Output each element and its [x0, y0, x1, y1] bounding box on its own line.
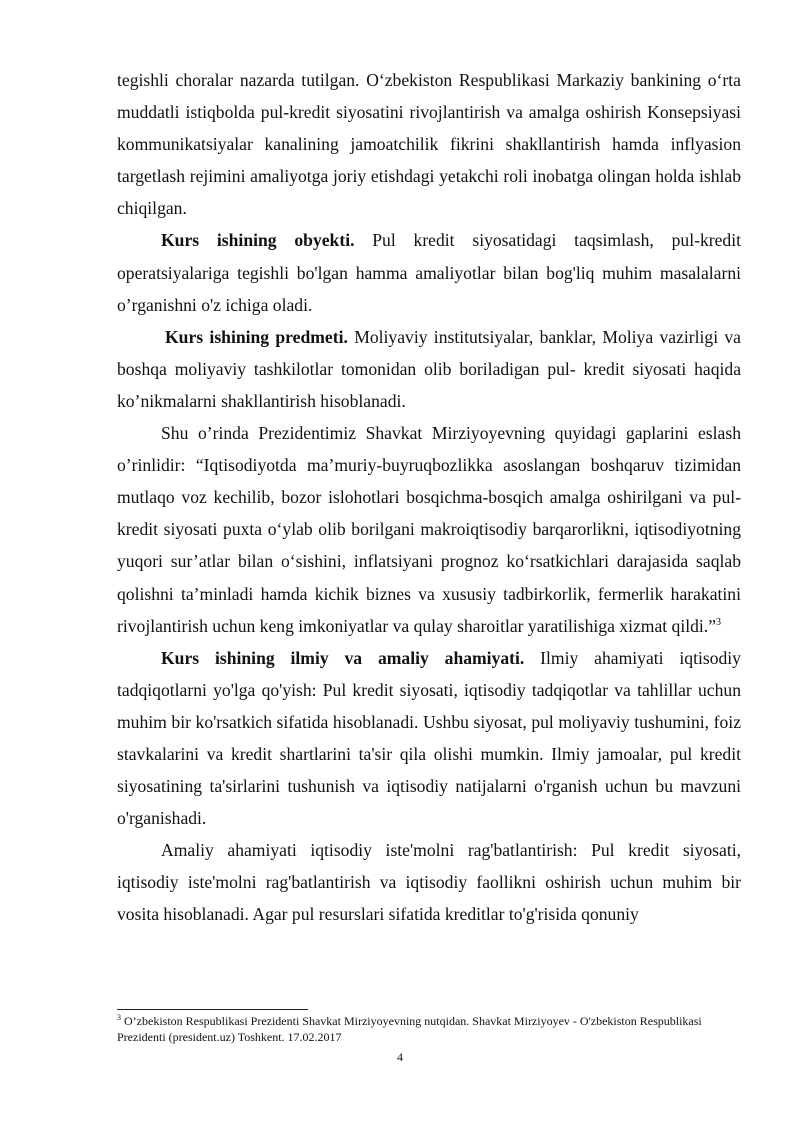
paragraph-heading: Kurs ishining obyekti.	[161, 230, 355, 251]
page-number: 4	[397, 1050, 403, 1064]
paragraph-subject	[117, 321, 741, 417]
paragraph-text: Amaliy ahamiyati iqtisodiy iste'molni rag'batlantirish: Pul kredit siyosati, iqtisodiy iste'molni rag'batlantirish va iqtisodiy faollikni oshirish uchun muhim bir vosita hisoblanadi. Agar pul resurslari sifatida kreditlar to'g'risida qonuniy	[117, 840, 741, 925]
paragraph-practical	[117, 834, 741, 930]
footnote-reference[interactable]: 3	[716, 616, 722, 628]
document-body	[117, 64, 741, 931]
footnote-separator	[117, 1009, 308, 1010]
paragraph-text: Pul kredit siyosatidagi taqsimlash, pul-kredit operatsiyalariga tegishli bo'lgan hamma amaliyotlar bilan bog'liq muhim masalalarni o’rganishni o'z ichiga oladi.	[117, 230, 741, 315]
paragraph-text: Ilmiy ahamiyati iqtisodiy tadqiqotlarni yo'lga qo'yish: Pul kredit siyosati, iqtisodiy tadqiqotlar va tahlillar uchun muhim bir ko'rsatkich sifatida hisoblanadi. Ushbu siyosat, pul moliyaviy tushumini, foiz stavkalarini va kredit shartlarini ta'sir qila olishi mumkin. Ilmiy jamoalar, pul kredit siyosatining ta'sirlarini tushunish va iqtisodiy natijalarni o'rganish uchun bu mavzuni o'rganishadi.	[117, 647, 741, 829]
footnote-marker: 3	[117, 1013, 121, 1022]
paragraph-text: tegishli choralar nazarda tutilgan. O‘zbekiston Respublikasi Markaziy bankining o‘rta muddatli istiqbolda pul-kredit siyosatini rivojlantirish va amalga oshirish Konsepsiyasi kommunikatsiyalar kanalining jamoatchilik fikrini shakllantirish hamda inflyasion targetlash rejimini amaliyotga joriy etishdagi yetakchi roli inobatga olingan holda ishlab chiqilgan.	[117, 70, 741, 219]
paragraph-heading: Kurs ishining ilmiy va amaliy ahamiyati.	[161, 647, 525, 668]
paragraph-intro	[117, 64, 741, 224]
footnote-text: O’zbekiston Respublikasi Prezidenti Shavkat Mirziyoyevning nutqidan. Shavkat Mirziyoyev - O'zbekiston Respublikasi Prezidenti (president.uz) Toshkent. 17.02.2017	[117, 1014, 702, 1044]
paragraph-quote	[117, 417, 741, 642]
paragraph-text: Shu o’rinda Prezidentimiz Shavkat Mirziyoyevning quyidagi gaplarini eslash o’rinlidir: “Iqtisodiyotda ma’muriy-buyruqbozlikka asoslangan boshqaruv tizimidan mutlaqo voz kechilib, bozor islohotlari bosqichma-bosqich amalga oshirilgani va pul-kredit siyosati puxta o‘ylab olib borilgani makroiqtisodiy barqarorlikni, iqtisodiyotning yuqori sur’atlar bilan o‘sishini, inflatsiyani prognoz ko‘rsatkichlari darajasida saqlab qolishni ta’minladi hamda kichik biznes va xususiy tadbirkorlik, fermerlik harakatini rivojlantirish uchun keng imkoniyatlar va qulay sharoitlar yaratilishiga xizmat qildi.”	[117, 423, 741, 636]
paragraph-heading: Kurs ishining predmeti.	[165, 326, 348, 347]
paragraph-text: Moliyaviy institutsiyalar, banklar, Moliya vazirligi va boshqa moliyaviy tashkilotlar tomonidan olib boriladigan pul- kredit siyosati haqida ko’nikmalarni shakllantirish hisoblanadi.	[117, 326, 741, 411]
paragraph-significance	[117, 642, 741, 835]
paragraph-object	[117, 224, 741, 320]
footnote	[117, 1013, 737, 1045]
